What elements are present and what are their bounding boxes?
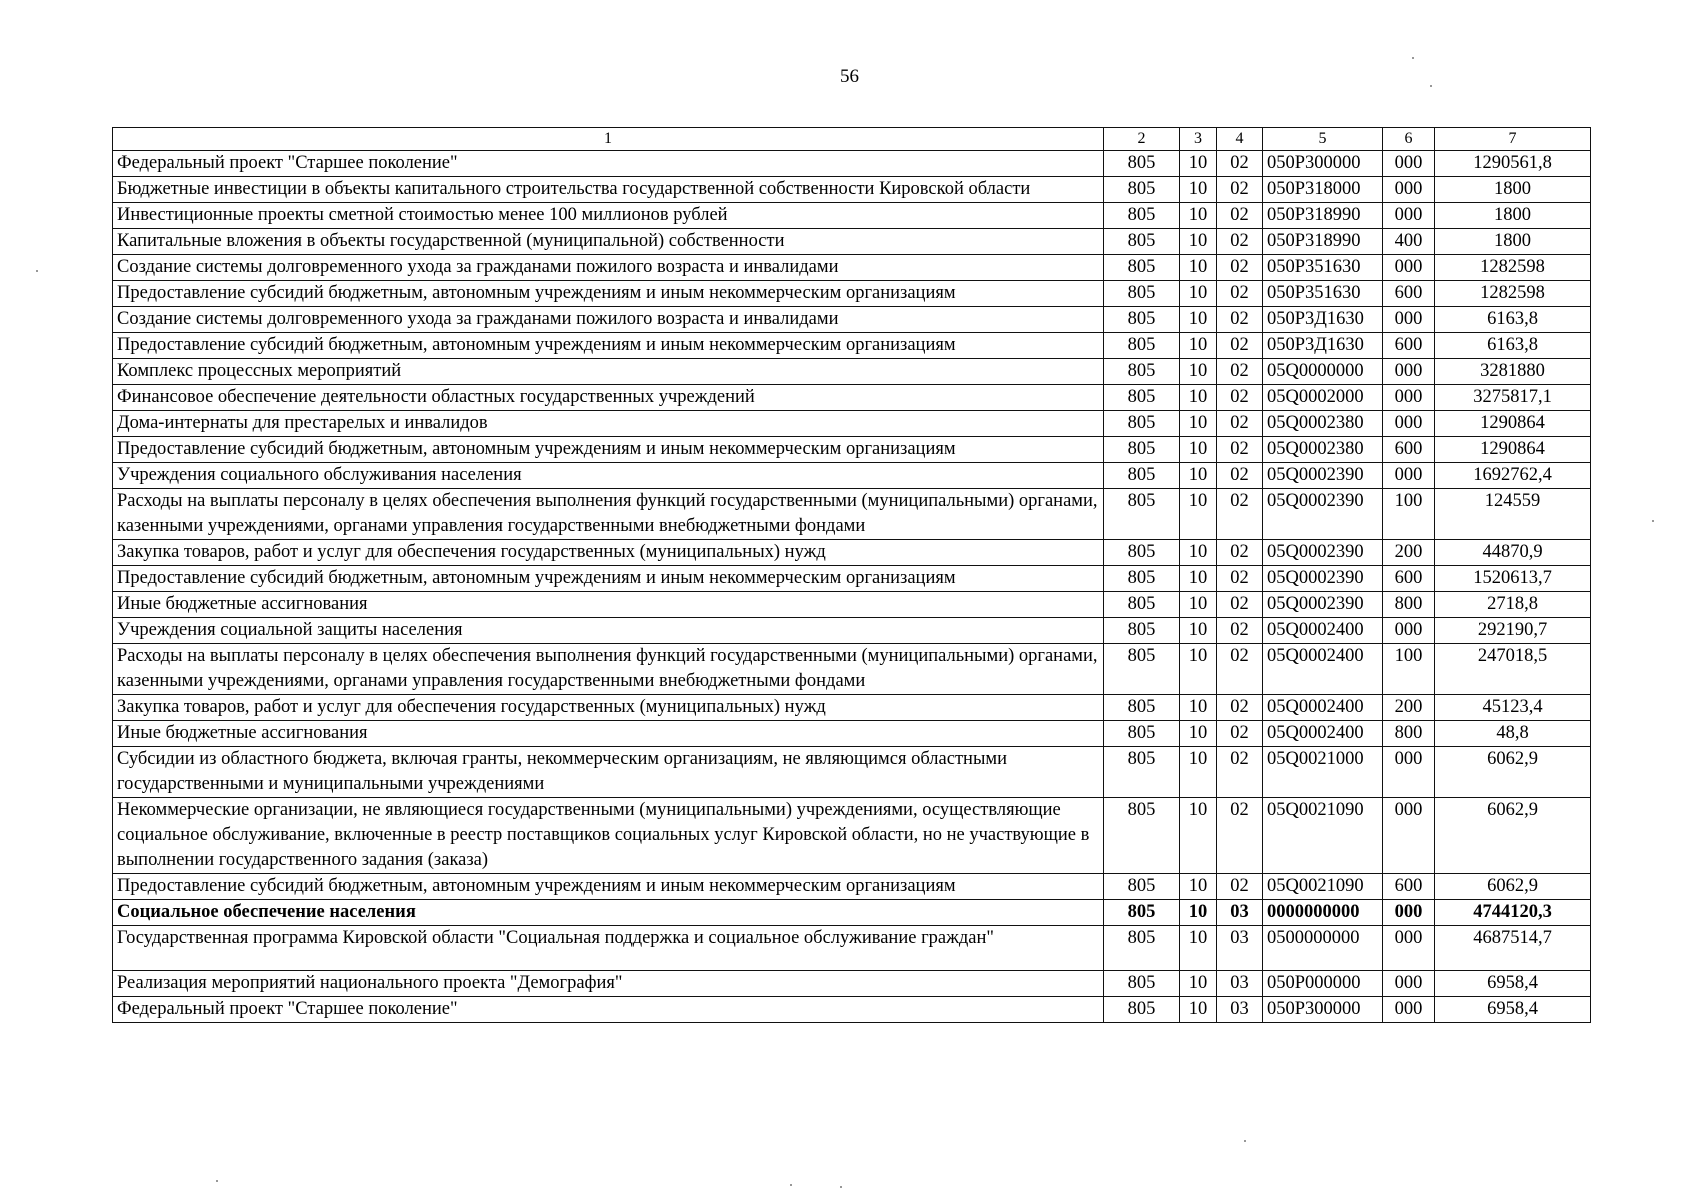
row-name-cell: Иные бюджетные ассигнования bbox=[113, 721, 1104, 747]
row-code-3-cell: 10 bbox=[1180, 971, 1217, 997]
row-name-cell: Учреждения социального обслуживания населения bbox=[113, 463, 1104, 489]
row-name-cell: Дома-интернаты для престарелых и инвалидов bbox=[113, 411, 1104, 437]
row-name-cell: Предоставление субсидий бюджетным, автономным учреждениям и иным некоммерческим организациям bbox=[113, 333, 1104, 359]
row-code-5-cell: 05Q0002400 bbox=[1263, 721, 1383, 747]
row-code-6-cell: 000 bbox=[1383, 255, 1435, 281]
row-name-cell: Комплекс процессных мероприятий bbox=[113, 359, 1104, 385]
row-code-2-cell: 805 bbox=[1104, 177, 1180, 203]
row-code-4-cell: 02 bbox=[1217, 463, 1263, 489]
row-code-3-cell: 10 bbox=[1180, 644, 1217, 695]
row-code-6-cell: 000 bbox=[1383, 463, 1435, 489]
table-row bbox=[113, 307, 1591, 333]
row-name-cell: Закупка товаров, работ и услуг для обеспечения государственных (муниципальных) нужд bbox=[113, 695, 1104, 721]
row-amount-cell: 6163,8 bbox=[1435, 307, 1591, 333]
row-code-5-cell: 0000000000 bbox=[1263, 900, 1383, 926]
row-name-cell: Субсидии из областного бюджета, включая гранты, некоммерческим организациям, не являющимся областными государственными и муниципальными учреждениями bbox=[113, 747, 1104, 798]
row-name-cell: Федеральный проект "Старшее поколение" bbox=[113, 151, 1104, 177]
row-code-4-cell: 02 bbox=[1217, 359, 1263, 385]
row-amount-cell: 6062,9 bbox=[1435, 747, 1591, 798]
table-row bbox=[113, 489, 1591, 540]
row-code-4-cell: 02 bbox=[1217, 540, 1263, 566]
table-row bbox=[113, 281, 1591, 307]
column-header-1: 1 bbox=[113, 128, 1104, 151]
row-name-cell: Учреждения социальной защиты населения bbox=[113, 618, 1104, 644]
row-code-4-cell: 02 bbox=[1217, 592, 1263, 618]
table-row bbox=[113, 721, 1591, 747]
table-row bbox=[113, 540, 1591, 566]
row-code-5-cell: 050P318990 bbox=[1263, 203, 1383, 229]
row-code-6-cell: 000 bbox=[1383, 618, 1435, 644]
row-code-6-cell: 000 bbox=[1383, 900, 1435, 926]
row-code-3-cell: 10 bbox=[1180, 203, 1217, 229]
row-code-5-cell: 050P3Д1630 bbox=[1263, 333, 1383, 359]
row-code-2-cell: 805 bbox=[1104, 255, 1180, 281]
row-code-5-cell: 050P000000 bbox=[1263, 971, 1383, 997]
row-code-2-cell: 805 bbox=[1104, 229, 1180, 255]
row-code-5-cell: 050P351630 bbox=[1263, 281, 1383, 307]
row-code-2-cell: 805 bbox=[1104, 747, 1180, 798]
row-amount-cell: 247018,5 bbox=[1435, 644, 1591, 695]
row-name-cell: Создание системы долговременного ухода за гражданами пожилого возраста и инвалидами bbox=[113, 255, 1104, 281]
row-code-4-cell: 02 bbox=[1217, 721, 1263, 747]
row-code-3-cell: 10 bbox=[1180, 463, 1217, 489]
row-code-4-cell: 02 bbox=[1217, 411, 1263, 437]
row-code-2-cell: 805 bbox=[1104, 997, 1180, 1023]
table-row bbox=[113, 997, 1591, 1023]
row-code-6-cell: 600 bbox=[1383, 566, 1435, 592]
row-code-6-cell: 600 bbox=[1383, 874, 1435, 900]
row-amount-cell: 48,8 bbox=[1435, 721, 1591, 747]
row-code-4-cell: 02 bbox=[1217, 874, 1263, 900]
row-amount-cell: 3275817,1 bbox=[1435, 385, 1591, 411]
scan-speck bbox=[840, 1186, 842, 1188]
row-code-6-cell: 800 bbox=[1383, 721, 1435, 747]
row-code-2-cell: 805 bbox=[1104, 203, 1180, 229]
scan-speck bbox=[216, 1180, 218, 1182]
row-code-3-cell: 10 bbox=[1180, 926, 1217, 971]
row-name-cell: Инвестиционные проекты сметной стоимостью менее 100 миллионов рублей bbox=[113, 203, 1104, 229]
row-code-6-cell: 200 bbox=[1383, 695, 1435, 721]
row-code-2-cell: 805 bbox=[1104, 281, 1180, 307]
row-code-3-cell: 10 bbox=[1180, 721, 1217, 747]
row-code-4-cell: 02 bbox=[1217, 618, 1263, 644]
row-name-cell: Социальное обеспечение населения bbox=[113, 900, 1104, 926]
row-code-3-cell: 10 bbox=[1180, 592, 1217, 618]
row-code-3-cell: 10 bbox=[1180, 411, 1217, 437]
row-code-4-cell: 03 bbox=[1217, 997, 1263, 1023]
row-code-3-cell: 10 bbox=[1180, 695, 1217, 721]
row-code-5-cell: 050P318000 bbox=[1263, 177, 1383, 203]
row-name-cell: Предоставление субсидий бюджетным, автономным учреждениям и иным некоммерческим организациям bbox=[113, 874, 1104, 900]
row-code-4-cell: 02 bbox=[1217, 255, 1263, 281]
row-code-2-cell: 805 bbox=[1104, 874, 1180, 900]
row-code-4-cell: 02 bbox=[1217, 281, 1263, 307]
row-code-2-cell: 805 bbox=[1104, 463, 1180, 489]
table-body bbox=[113, 151, 1591, 1023]
row-code-6-cell: 000 bbox=[1383, 177, 1435, 203]
table-row bbox=[113, 926, 1591, 971]
table-row bbox=[113, 437, 1591, 463]
row-code-5-cell: 050P300000 bbox=[1263, 151, 1383, 177]
row-code-5-cell: 05Q0002400 bbox=[1263, 618, 1383, 644]
row-code-6-cell: 600 bbox=[1383, 281, 1435, 307]
row-amount-cell: 6163,8 bbox=[1435, 333, 1591, 359]
row-amount-cell: 4687514,7 bbox=[1435, 926, 1591, 971]
row-code-5-cell: 05Q0002390 bbox=[1263, 592, 1383, 618]
row-code-4-cell: 02 bbox=[1217, 566, 1263, 592]
row-code-3-cell: 10 bbox=[1180, 229, 1217, 255]
row-name-cell: Иные бюджетные ассигнования bbox=[113, 592, 1104, 618]
row-code-2-cell: 805 bbox=[1104, 900, 1180, 926]
column-header-4: 4 bbox=[1217, 128, 1263, 151]
table-row bbox=[113, 359, 1591, 385]
row-code-4-cell: 02 bbox=[1217, 747, 1263, 798]
table-row bbox=[113, 203, 1591, 229]
row-amount-cell: 1282598 bbox=[1435, 281, 1591, 307]
row-name-cell: Реализация мероприятий национального проекта "Демография" bbox=[113, 971, 1104, 997]
row-code-3-cell: 10 bbox=[1180, 997, 1217, 1023]
row-code-2-cell: 805 bbox=[1104, 540, 1180, 566]
row-code-2-cell: 805 bbox=[1104, 437, 1180, 463]
row-code-4-cell: 03 bbox=[1217, 900, 1263, 926]
row-amount-cell: 1282598 bbox=[1435, 255, 1591, 281]
row-code-5-cell: 050P300000 bbox=[1263, 997, 1383, 1023]
row-code-2-cell: 805 bbox=[1104, 926, 1180, 971]
row-code-5-cell: 05Q0002380 bbox=[1263, 411, 1383, 437]
table-row bbox=[113, 618, 1591, 644]
row-code-5-cell: 05Q0002400 bbox=[1263, 644, 1383, 695]
row-amount-cell: 1290561,8 bbox=[1435, 151, 1591, 177]
row-code-6-cell: 100 bbox=[1383, 489, 1435, 540]
column-header-6: 6 bbox=[1383, 128, 1435, 151]
row-code-3-cell: 10 bbox=[1180, 874, 1217, 900]
row-code-5-cell: 05Q0002390 bbox=[1263, 566, 1383, 592]
scan-speck bbox=[36, 270, 38, 272]
row-code-2-cell: 805 bbox=[1104, 644, 1180, 695]
row-name-cell: Некоммерческие организации, не являющиеся государственными (муниципальными) учреждениями, осуществляющие социальное обслуживание, включенные в реестр поставщиков социальных услуг Кировской области, но не участвующие в выполнении государственного задания (заказа) bbox=[113, 798, 1104, 874]
header-row bbox=[113, 128, 1591, 151]
row-code-5-cell: 05Q0002000 bbox=[1263, 385, 1383, 411]
row-amount-cell: 1290864 bbox=[1435, 411, 1591, 437]
table-row bbox=[113, 798, 1591, 874]
row-code-5-cell: 05Q0021090 bbox=[1263, 874, 1383, 900]
row-code-6-cell: 000 bbox=[1383, 307, 1435, 333]
row-code-6-cell: 000 bbox=[1383, 747, 1435, 798]
row-code-3-cell: 10 bbox=[1180, 437, 1217, 463]
row-code-3-cell: 10 bbox=[1180, 566, 1217, 592]
scan-speck bbox=[1412, 57, 1414, 59]
row-code-5-cell: 05Q0002380 bbox=[1263, 437, 1383, 463]
row-code-6-cell: 000 bbox=[1383, 151, 1435, 177]
row-code-5-cell: 05Q0021000 bbox=[1263, 747, 1383, 798]
row-name-cell: Бюджетные инвестиции в объекты капитального строительства государственной собственности Кировской области bbox=[113, 177, 1104, 203]
table-header bbox=[113, 128, 1591, 151]
row-amount-cell: 2718,8 bbox=[1435, 592, 1591, 618]
row-name-cell: Государственная программа Кировской области "Социальная поддержка и социальное обслуживание граждан" bbox=[113, 926, 1104, 971]
table-row bbox=[113, 695, 1591, 721]
row-code-3-cell: 10 bbox=[1180, 540, 1217, 566]
row-code-3-cell: 10 bbox=[1180, 798, 1217, 874]
row-code-4-cell: 02 bbox=[1217, 203, 1263, 229]
column-header-7: 7 bbox=[1435, 128, 1591, 151]
row-code-2-cell: 805 bbox=[1104, 151, 1180, 177]
row-amount-cell: 45123,4 bbox=[1435, 695, 1591, 721]
table-row bbox=[113, 151, 1591, 177]
row-code-2-cell: 805 bbox=[1104, 971, 1180, 997]
table-row bbox=[113, 971, 1591, 997]
column-header-3: 3 bbox=[1180, 128, 1217, 151]
row-amount-cell: 44870,9 bbox=[1435, 540, 1591, 566]
row-code-6-cell: 000 bbox=[1383, 359, 1435, 385]
row-code-4-cell: 02 bbox=[1217, 385, 1263, 411]
row-code-3-cell: 10 bbox=[1180, 747, 1217, 798]
row-amount-cell: 124559 bbox=[1435, 489, 1591, 540]
row-code-4-cell: 02 bbox=[1217, 798, 1263, 874]
row-code-2-cell: 805 bbox=[1104, 359, 1180, 385]
row-code-6-cell: 600 bbox=[1383, 333, 1435, 359]
row-code-4-cell: 02 bbox=[1217, 177, 1263, 203]
row-code-4-cell: 03 bbox=[1217, 971, 1263, 997]
column-header-2: 2 bbox=[1104, 128, 1180, 151]
row-name-cell: Расходы на выплаты персоналу в целях обеспечения выполнения функций государственными (муниципальными) органами, казенными учреждениями, органами управления государственными внебюджетными фондами bbox=[113, 489, 1104, 540]
table-row bbox=[113, 747, 1591, 798]
row-code-2-cell: 805 bbox=[1104, 618, 1180, 644]
row-code-6-cell: 800 bbox=[1383, 592, 1435, 618]
row-code-3-cell: 10 bbox=[1180, 177, 1217, 203]
row-amount-cell: 3281880 bbox=[1435, 359, 1591, 385]
row-code-6-cell: 000 bbox=[1383, 203, 1435, 229]
row-code-5-cell: 05Q0021090 bbox=[1263, 798, 1383, 874]
row-code-2-cell: 805 bbox=[1104, 721, 1180, 747]
table-row bbox=[113, 566, 1591, 592]
row-amount-cell: 6958,4 bbox=[1435, 971, 1591, 997]
row-name-cell: Предоставление субсидий бюджетным, автономным учреждениям и иным некоммерческим организациям bbox=[113, 281, 1104, 307]
row-name-cell: Расходы на выплаты персоналу в целях обеспечения выполнения функций государственными (муниципальными) органами, казенными учреждениями, органами управления государственными внебюджетными фондами bbox=[113, 644, 1104, 695]
row-code-6-cell: 000 bbox=[1383, 411, 1435, 437]
row-code-4-cell: 02 bbox=[1217, 151, 1263, 177]
table-row bbox=[113, 333, 1591, 359]
row-code-2-cell: 805 bbox=[1104, 333, 1180, 359]
row-code-2-cell: 805 bbox=[1104, 411, 1180, 437]
row-code-3-cell: 10 bbox=[1180, 151, 1217, 177]
row-code-2-cell: 805 bbox=[1104, 695, 1180, 721]
row-code-4-cell: 02 bbox=[1217, 229, 1263, 255]
row-code-2-cell: 805 bbox=[1104, 307, 1180, 333]
row-code-3-cell: 10 bbox=[1180, 489, 1217, 540]
row-amount-cell: 6958,4 bbox=[1435, 997, 1591, 1023]
column-header-5: 5 bbox=[1263, 128, 1383, 151]
row-code-2-cell: 805 bbox=[1104, 489, 1180, 540]
row-code-6-cell: 000 bbox=[1383, 971, 1435, 997]
row-name-cell: Создание системы долговременного ухода за гражданами пожилого возраста и инвалидами bbox=[113, 307, 1104, 333]
row-code-5-cell: 05Q0002390 bbox=[1263, 540, 1383, 566]
row-code-2-cell: 805 bbox=[1104, 385, 1180, 411]
budget-table bbox=[112, 127, 1591, 1023]
scan-speck bbox=[1244, 1140, 1246, 1142]
row-code-6-cell: 200 bbox=[1383, 540, 1435, 566]
table-row bbox=[113, 177, 1591, 203]
row-code-5-cell: 050P351630 bbox=[1263, 255, 1383, 281]
row-code-6-cell: 600 bbox=[1383, 437, 1435, 463]
table-row bbox=[113, 255, 1591, 281]
row-amount-cell: 6062,9 bbox=[1435, 798, 1591, 874]
row-name-cell: Закупка товаров, работ и услуг для обеспечения государственных (муниципальных) нужд bbox=[113, 540, 1104, 566]
row-code-4-cell: 02 bbox=[1217, 307, 1263, 333]
page-number: 56 bbox=[840, 66, 859, 87]
row-code-2-cell: 805 bbox=[1104, 566, 1180, 592]
row-code-3-cell: 10 bbox=[1180, 281, 1217, 307]
row-code-5-cell: 050P3Д1630 bbox=[1263, 307, 1383, 333]
row-amount-cell: 1290864 bbox=[1435, 437, 1591, 463]
row-amount-cell: 6062,9 bbox=[1435, 874, 1591, 900]
row-code-5-cell: 05Q0000000 bbox=[1263, 359, 1383, 385]
row-amount-cell: 1800 bbox=[1435, 177, 1591, 203]
row-code-5-cell: 05Q0002390 bbox=[1263, 463, 1383, 489]
row-code-3-cell: 10 bbox=[1180, 359, 1217, 385]
row-code-3-cell: 10 bbox=[1180, 255, 1217, 281]
row-name-cell: Предоставление субсидий бюджетным, автономным учреждениям и иным некоммерческим организациям bbox=[113, 437, 1104, 463]
row-name-cell: Федеральный проект "Старшее поколение" bbox=[113, 997, 1104, 1023]
row-code-3-cell: 10 bbox=[1180, 385, 1217, 411]
table-row bbox=[113, 463, 1591, 489]
row-amount-cell: 1692762,4 bbox=[1435, 463, 1591, 489]
scan-speck bbox=[1652, 520, 1654, 522]
scan-speck bbox=[1430, 85, 1432, 87]
row-code-3-cell: 10 bbox=[1180, 900, 1217, 926]
table-row bbox=[113, 411, 1591, 437]
row-code-6-cell: 000 bbox=[1383, 385, 1435, 411]
row-code-6-cell: 100 bbox=[1383, 644, 1435, 695]
row-code-4-cell: 02 bbox=[1217, 333, 1263, 359]
row-amount-cell: 1800 bbox=[1435, 203, 1591, 229]
row-code-4-cell: 03 bbox=[1217, 926, 1263, 971]
table-row bbox=[113, 874, 1591, 900]
table-row bbox=[113, 592, 1591, 618]
row-code-4-cell: 02 bbox=[1217, 437, 1263, 463]
row-code-4-cell: 02 bbox=[1217, 695, 1263, 721]
row-code-3-cell: 10 bbox=[1180, 333, 1217, 359]
row-code-2-cell: 805 bbox=[1104, 798, 1180, 874]
row-code-5-cell: 0500000000 bbox=[1263, 926, 1383, 971]
row-code-6-cell: 000 bbox=[1383, 997, 1435, 1023]
row-name-cell: Капитальные вложения в объекты государственной (муниципальной) собственности bbox=[113, 229, 1104, 255]
row-code-3-cell: 10 bbox=[1180, 307, 1217, 333]
row-code-5-cell: 05Q0002390 bbox=[1263, 489, 1383, 540]
row-amount-cell: 4744120,3 bbox=[1435, 900, 1591, 926]
row-code-4-cell: 02 bbox=[1217, 489, 1263, 540]
row-amount-cell: 1520613,7 bbox=[1435, 566, 1591, 592]
row-code-6-cell: 400 bbox=[1383, 229, 1435, 255]
row-code-2-cell: 805 bbox=[1104, 592, 1180, 618]
row-code-5-cell: 050P318990 bbox=[1263, 229, 1383, 255]
row-code-5-cell: 05Q0002400 bbox=[1263, 695, 1383, 721]
row-name-cell: Финансовое обеспечение деятельности областных государственных учреждений bbox=[113, 385, 1104, 411]
table-row bbox=[113, 644, 1591, 695]
row-code-3-cell: 10 bbox=[1180, 618, 1217, 644]
scan-speck bbox=[790, 1184, 792, 1186]
table-row bbox=[113, 229, 1591, 255]
row-code-6-cell: 000 bbox=[1383, 798, 1435, 874]
row-code-6-cell: 000 bbox=[1383, 926, 1435, 971]
table-row bbox=[113, 900, 1591, 926]
table-row bbox=[113, 385, 1591, 411]
row-name-cell: Предоставление субсидий бюджетным, автономным учреждениям и иным некоммерческим организациям bbox=[113, 566, 1104, 592]
row-amount-cell: 292190,7 bbox=[1435, 618, 1591, 644]
row-code-4-cell: 02 bbox=[1217, 644, 1263, 695]
row-amount-cell: 1800 bbox=[1435, 229, 1591, 255]
